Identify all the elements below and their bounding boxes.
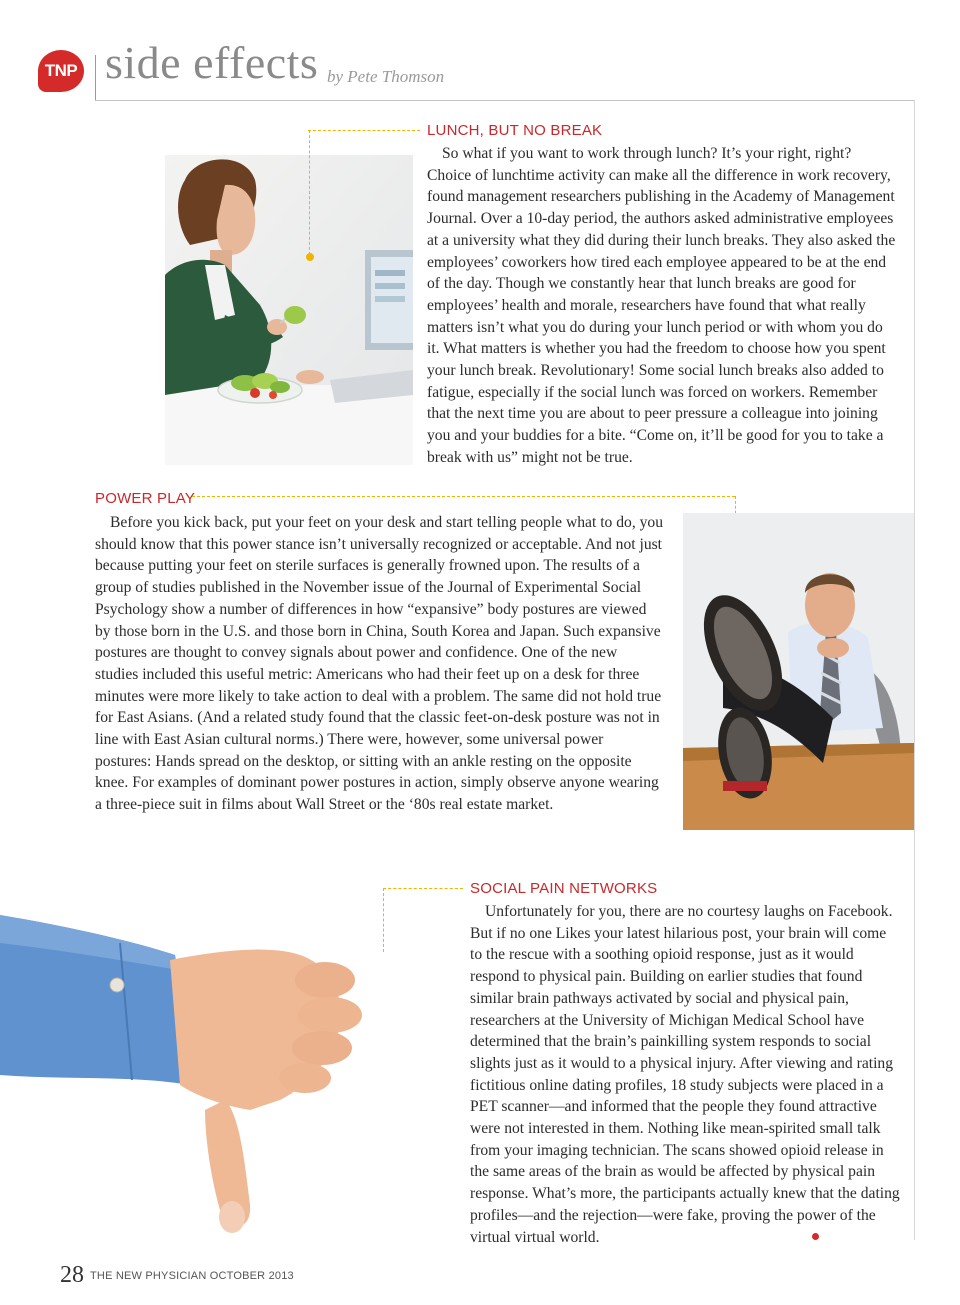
- connector-line-1-vertical: [309, 130, 310, 255]
- header-divider-vertical: [95, 55, 96, 100]
- paragraph-power-play: Before you kick back, put your feet on your desk and start telling people what to do, you should know that this power stance isn’t universally recognized or acceptable. And not just because putting your feet on sterile surfaces is generally frowned upon. The results of a group of studies published in the November issue of the Journal of Experimental Social Psychology show a number of differences in how “expansive” body postures are viewed by those born in the U.S. and those born in China, South Korea and Japan. Such expansive postures are thought to convey signals about power and confidence. One of the new studies included this useful metric: Americans who had their feet up on a desk for three minutes were more likely to take action to deal with a problem. The same did not hold true for East Asians. (And a related study found that the classic feet-on-desk posture was not in line with East Asian cultural norms.) There were, however, some universal power postures: Hands spread on the desktop, or sitting with an ankle resting on the opposite knee. For examples of dominant power postures in action, simply observe anyone wearing a three-piece suit in films about Wall Street or the ‘80s real estate market.: [95, 514, 664, 814]
- header-divider-horizontal: [95, 100, 915, 101]
- section-body-power-play: [95, 512, 663, 816]
- section-body-social-pain: [470, 901, 902, 1248]
- publication-footer: THE NEW PHYSICIAN OCTOBER 2013: [90, 1270, 294, 1282]
- paragraph-social-pain: Unfortunately for you, there are no courtesy laughs on Facebook. But if no one Likes your latest hilarious post, your brain will come to the rescue with a soothing opioid response, just as it would respond to physical pain. Building on earlier studies that found similar brain pathways activated by social and physical pain, researchers at the University of Michigan Medical School have determined that the brain’s painkilling system responds to social slights just as it would to a physical injury. After viewing and rating fictitious online dating profiles, 18 study subjects were placed in a PET scanner—and informed that the people they found attractive were not interested in them. Nothing like mean-spirited small talk from your imaging technician. The scans showed opioid release in the same areas of the brain as would be affected by physical pain response. What’s more, the participants actually knew that the dating profiles—and the rejection—were fake, proving the power of the virtual virtual world.: [470, 903, 900, 1246]
- paragraph-lunch: So what if you want to work through lunch? It’s your right, right? Choice of lunchtime activity can make all the difference in work recovery, found management researchers publishing in the Academy of Management Journal. Over a 10-day period, the authors asked administrative employees at a university what they did during their lunch breaks. They also asked the employees’ coworkers how tired each employee appeared to be at the end of the day. Though we constantly hear that lunch breaks are good for employees’ health and morale, researchers have found that what really matters isn’t what you do during your lunch period or with whom you do it. What matters is whether you had the freedom to choose how you spent your lunch break. Revolutionary! Some social lunch breaks also added to fatigue, especially if the social lunch was forced on workers. Remember that the next time you are about to peer pressure a colleague into joining you and your buddies for a bite. “Come on, it’ll be good for you to take a break with us” might not be true.: [427, 145, 896, 466]
- connector-line-2-horizontal: [192, 496, 735, 497]
- tnp-logo-badge: TNP: [38, 50, 84, 92]
- section-heading-lunch: LUNCH, BUT NO BREAK: [427, 122, 603, 139]
- photo-man-feet-on-desk: [683, 513, 914, 830]
- section-heading-power-play: POWER PLAY: [95, 490, 196, 507]
- section-heading-social-pain: SOCIAL PAIN NETWORKS: [470, 880, 658, 897]
- connector-line-1-horizontal: [308, 130, 420, 131]
- section-body-lunch: [427, 143, 897, 469]
- connector-line-3-horizontal: [383, 888, 463, 889]
- byline: by Pete Thomson: [327, 67, 445, 86]
- end-of-article-marker: [812, 1233, 819, 1240]
- page-title: side effects: [105, 37, 319, 88]
- photo-thumbs-down-hand: [0, 885, 390, 1260]
- photo-woman-eating-salad: [165, 155, 413, 465]
- connector-dot-1: [306, 253, 314, 261]
- page-border-right: [914, 100, 915, 1240]
- page-number: 28: [60, 1262, 84, 1288]
